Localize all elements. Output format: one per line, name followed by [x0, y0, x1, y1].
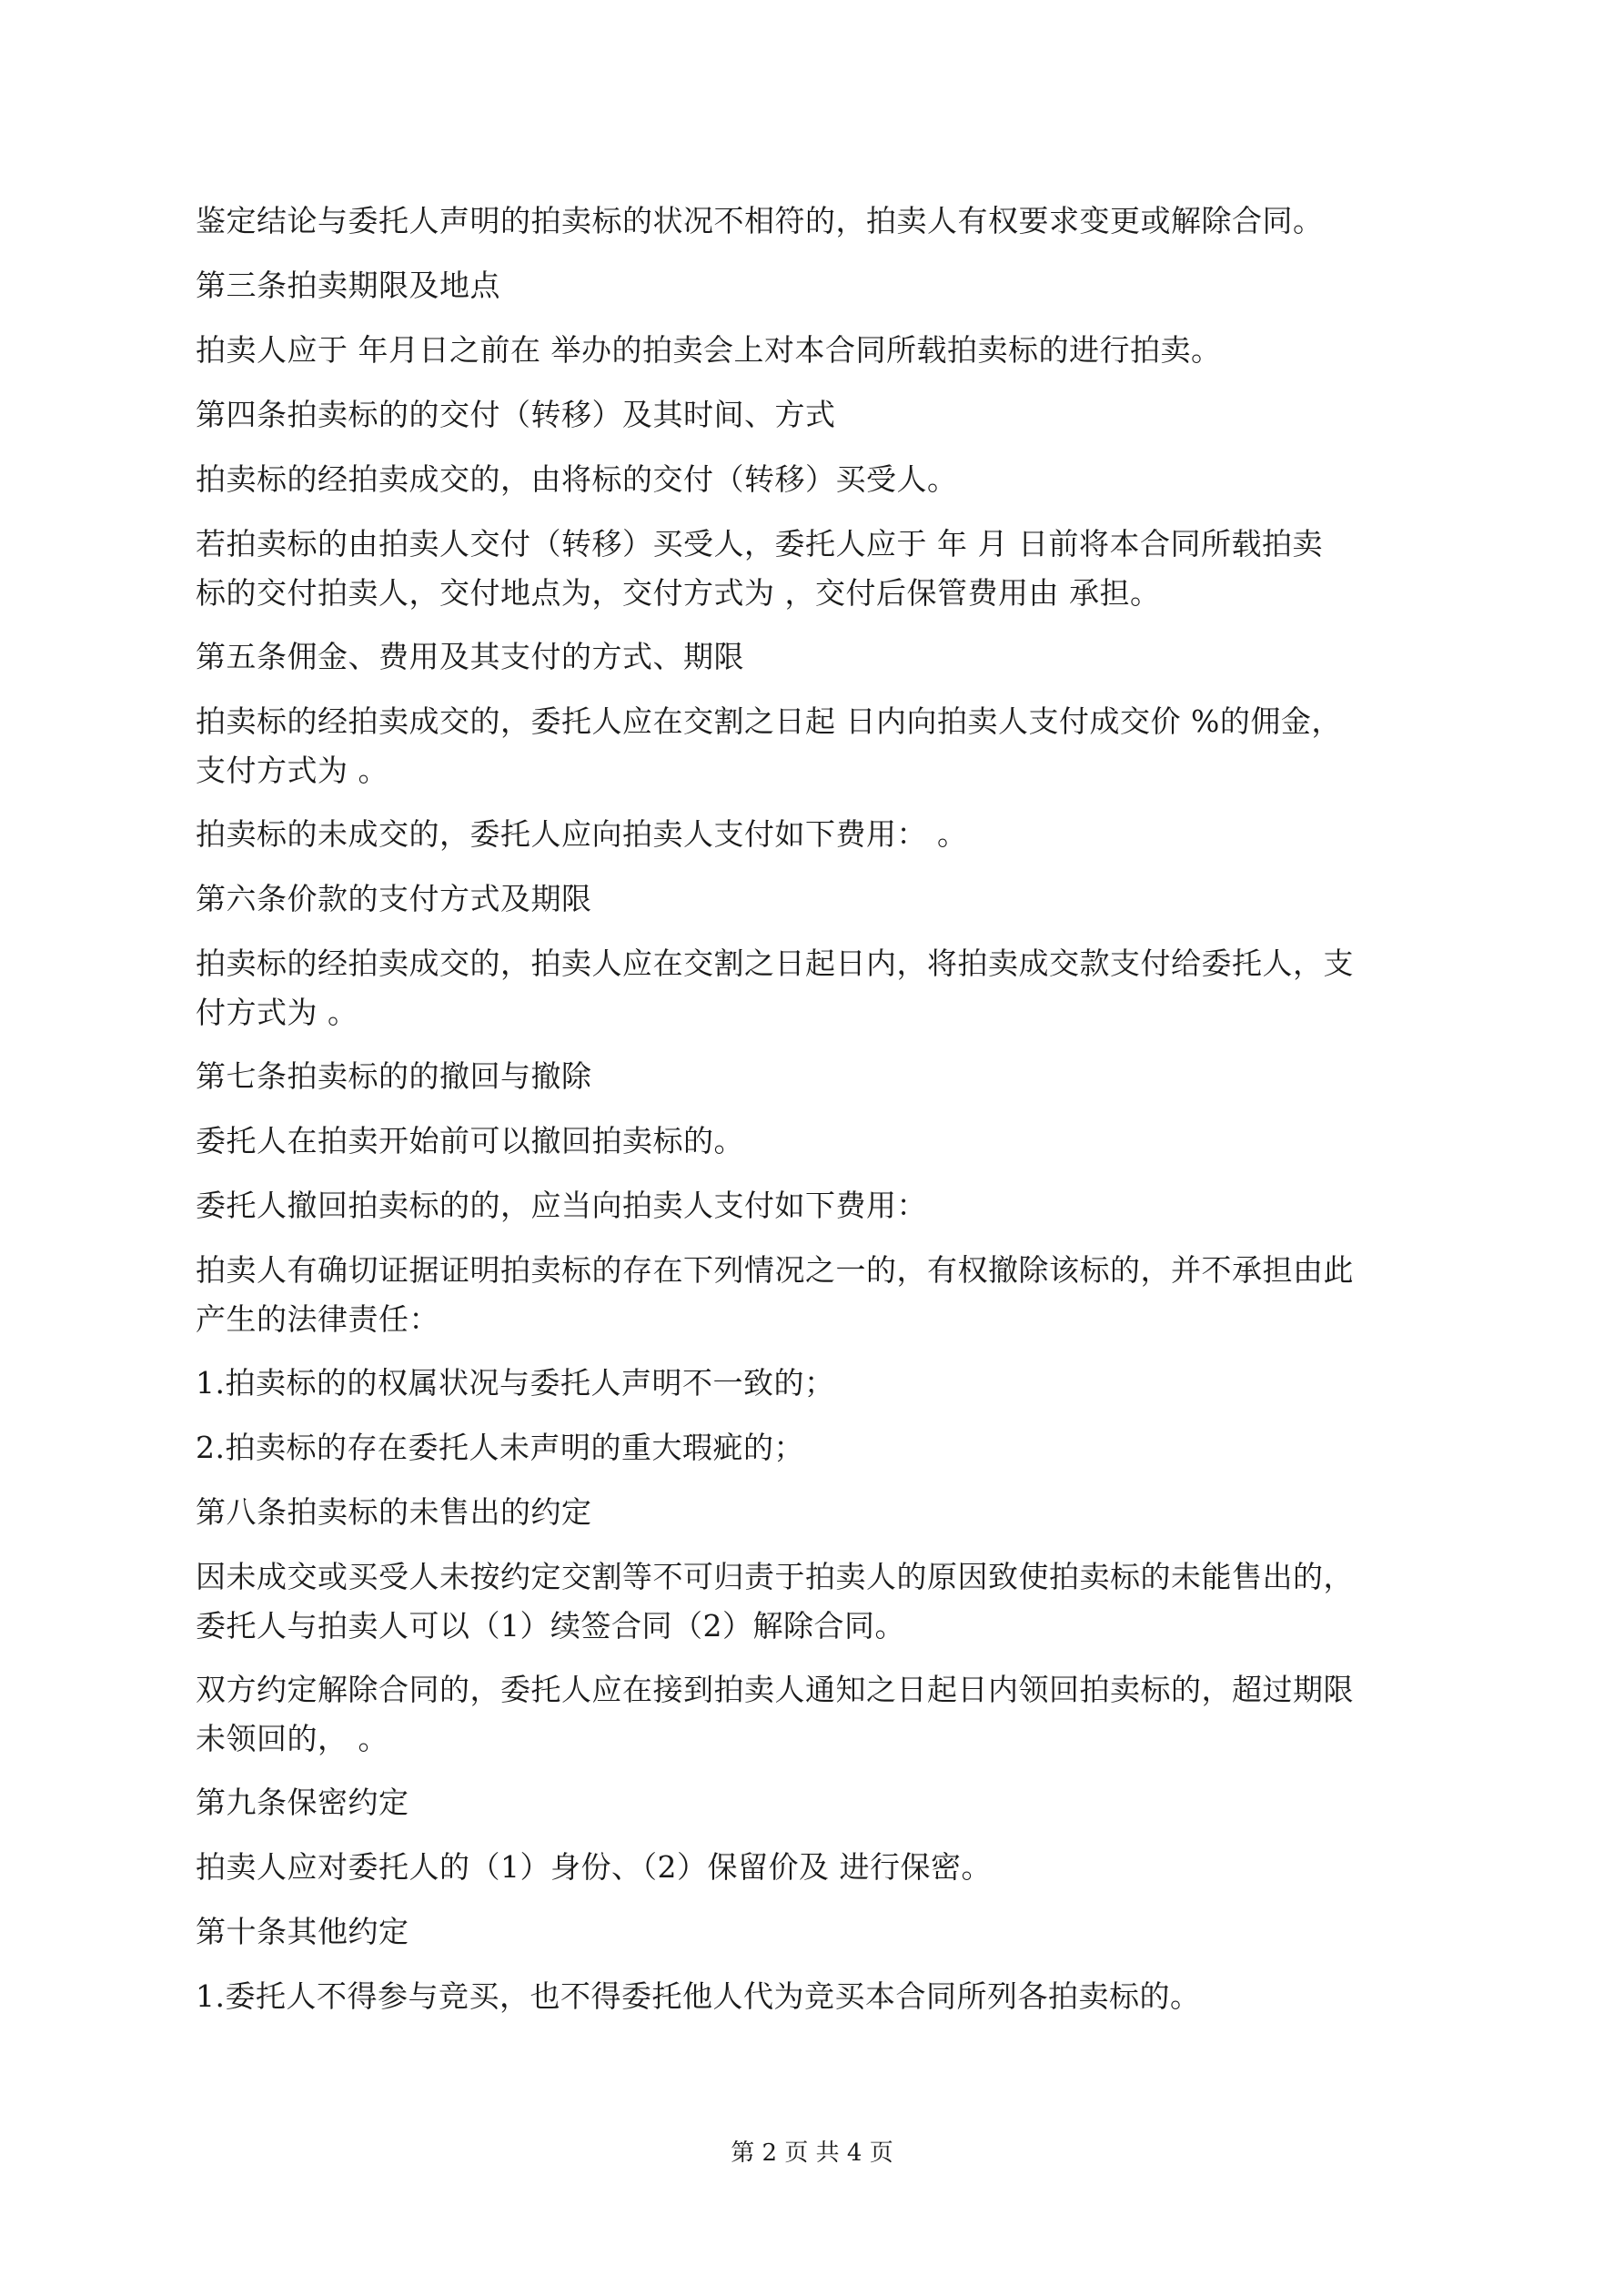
page-number-footer: 第 2 页 共 4 页	[731, 2139, 893, 2167]
document-body	[196, 197, 1442, 2021]
list-item: 1.委托人不得参与竞买，也不得委托他人代为竞买本合同所列各拍卖标的。	[196, 1978, 1201, 2014]
section-heading: 第三条拍卖期限及地点	[196, 268, 500, 303]
paragraph-line: 拍卖标的未成交的，委托人应向拍卖人支付如下费用： 。	[196, 816, 968, 852]
paragraph-line: 付方式为 。	[196, 995, 358, 1030]
paragraph-line: 拍卖人应于 年月日之前在 举办的拍卖会上对本合同所载拍卖标的进行拍卖。	[196, 332, 1222, 368]
paragraph-line: 支付方式为 。	[196, 753, 388, 788]
paragraph-line: 鉴定结论与委托人声明的拍卖标的状况不相符的，拍卖人有权要求变更或解除合同。	[196, 203, 1324, 238]
paragraph-line: 拍卖人有确切证据证明拍卖标的存在下列情况之一的，有权撤除该标的，并不承担由此	[196, 1252, 1354, 1288]
paragraph-line: 因未成交或买受人未按约定交割等不可归责于拍卖人的原因致使拍卖标的未能售出的，	[196, 1559, 1354, 1594]
paragraph-line: 若拍卖标的由拍卖人交付（转移）买受人，委托人应于 年 月 日前将本合同所载拍卖	[196, 526, 1323, 561]
paragraph-line: 委托人撤回拍卖标的的，应当向拍卖人支付如下费用：	[196, 1188, 927, 1223]
paragraph-line: 未领回的， 。	[196, 1721, 388, 1756]
paragraph-line: 标的交付拍卖人，交付地点为，交付方式为 ，交付后保管费用由 承担。	[196, 575, 1161, 611]
paragraph-line: 委托人在拍卖开始前可以撤回拍卖标的。	[196, 1123, 744, 1158]
section-heading: 第七条拍卖标的的撤回与撤除	[196, 1058, 592, 1094]
list-item: 1.拍卖标的的权属状况与委托人声明不一致的；	[196, 1365, 835, 1401]
section-heading: 第八条拍卖标的未售出的约定	[196, 1494, 592, 1530]
paragraph-line: 拍卖标的经拍卖成交的，由将标的交付（转移）买受人。	[196, 461, 958, 497]
paragraph-line: 委托人与拍卖人可以（1）续签合同（2）解除合同。	[196, 1608, 905, 1644]
list-item: 2.拍卖标的存在委托人未声明的重大瑕疵的；	[196, 1430, 804, 1465]
paragraph-line: 拍卖人应对委托人的（1）身份、（2）保留价及 进行保密。	[196, 1849, 992, 1885]
paragraph-line: 产生的法律责任：	[196, 1301, 439, 1337]
section-heading: 第四条拍卖标的的交付（转移）及其时间、方式	[196, 397, 836, 432]
paragraph-line: 拍卖标的经拍卖成交的，委托人应在交割之日起 日内向拍卖人支付成交价 %的佣金，	[196, 703, 1342, 739]
section-heading: 第五条佣金、费用及其支付的方式、期限	[196, 639, 744, 674]
paragraph-line: 双方约定解除合同的，委托人应在接到拍卖人通知之日起日内领回拍卖标的，超过期限	[196, 1672, 1354, 1707]
section-heading: 第九条保密约定	[196, 1785, 409, 1820]
section-heading: 第十条其他约定	[196, 1914, 409, 1949]
paragraph-line: 拍卖标的经拍卖成交的，拍卖人应在交割之日起日内，将拍卖成交款支付给委托人，支	[196, 946, 1354, 981]
section-heading: 第六条价款的支付方式及期限	[196, 881, 592, 916]
